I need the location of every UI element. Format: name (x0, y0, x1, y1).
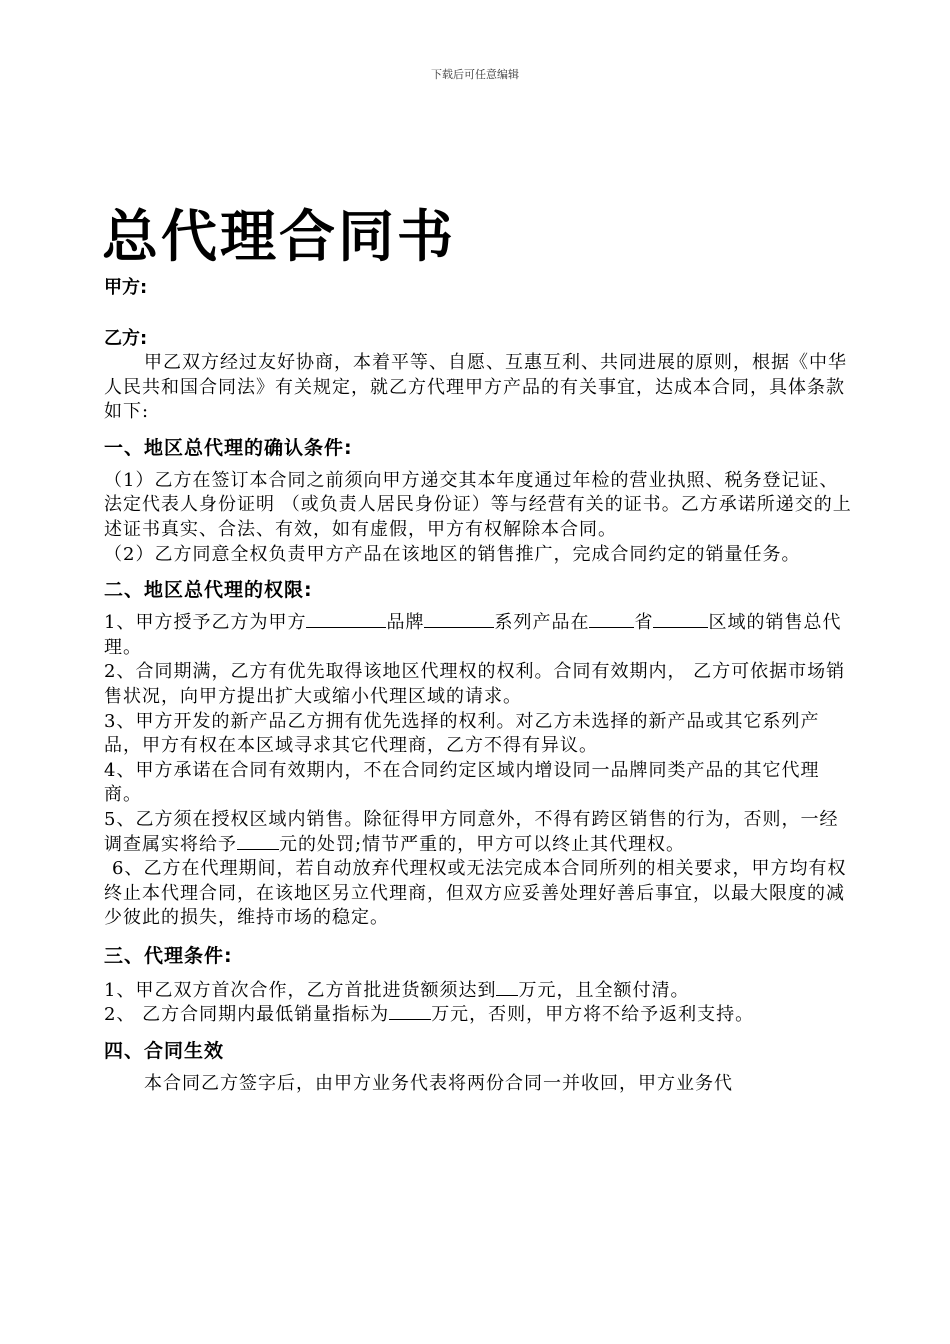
item-1-text-a: 1、甲方授予乙方为甲方 (104, 612, 307, 634)
contract-body (104, 351, 856, 1097)
section-4-heading: 四、合同生效 (104, 1040, 225, 1063)
section-2-item-2: 2、合同期满，乙方有优先取得该地区代理权的权利。合同有效期内， 乙方可依据市场销售状况，向甲方提出扩大或缩小代理区域的请求。 (104, 661, 846, 707)
item-1-text-b: 品牌 (386, 612, 425, 634)
item-1-text-e: 区域的销售总代理。 (104, 612, 842, 658)
s3-item-1-text-b: 万元，且全额付清。 (518, 979, 690, 1001)
item-5-text-b: 元的处罚;情节严重的，甲方可以终止其代理权。 (279, 833, 686, 855)
section-2-item-3: 3、甲方开发的新产品乙方拥有优先选择的权利。对乙方未选择的新产品或其它系列产品，甲方有权在本区域寻求其它代理商，乙方不得有异议。 (104, 710, 820, 757)
penalty-blank (237, 833, 279, 850)
section-3-item-2 (104, 1003, 856, 1028)
first-order-blank (496, 979, 518, 996)
section-4-paragraph: 本合同乙方签字后，由甲方业务代表将两份合同一并收回，甲方业务代 (144, 1073, 733, 1095)
s3-item-1-text-a: 1、甲乙双方首次合作，乙方首批进货额须达到 (104, 979, 497, 1001)
section-2-item-4: 4、甲方承诺在合同有效期内，不在合同约定区域内增设同一品牌同类产品的其它代理商。 (104, 759, 820, 806)
section-3-heading: 三、代理条件: (104, 944, 233, 967)
section-2-item-1 (104, 611, 856, 660)
province-blank (589, 611, 634, 628)
section-2-item-6: 6、乙方在代理期间，若自动放弃代理权或无法完成本合同所列的相关要求，甲方均有权终止本代理合同，在该地区另立代理商，但双方应妥善处理好善后事宜，以最大限度的减少彼此的损失，维持市场的稳定。 (104, 858, 847, 929)
section-3-item-1 (104, 979, 856, 1004)
document-title: 总代理合同书 (102, 205, 456, 270)
series-blank (424, 611, 494, 628)
min-sales-blank (389, 1003, 431, 1020)
brand-blank (306, 611, 386, 628)
section-1-heading: 一、地区总代理的确认条件: (104, 436, 353, 459)
intro-paragraph: 甲乙双方经过友好协商，本着平等、自愿、互惠互利、共同进展的原则，根据《中华人民共和国合同法》有关规定，就乙方代理甲方产品的有关事宜，达成本合同，具体条款如下: (104, 352, 847, 423)
header-note: 下载后可任意编辑 (431, 68, 519, 81)
item-1-text-c: 系列产品在 (494, 612, 590, 634)
party-a-label: 甲方: (104, 277, 148, 298)
section-1-clause-1: （1）乙方在签订本合同之前须向甲方递交其本年度通过年检的营业执照、税务登记证、法定代表人身份证明 （或负责人居民身份证）等与经营有关的证书。乙方承诺所递交的上述证书真实、合法、有效，如有虚假，甲方有权解除本合同。 (104, 469, 852, 540)
section-2-heading: 二、地区总代理的权限: (104, 579, 313, 602)
s3-item-2-text-a: 2、 乙方合同期内最低销量指标为 (104, 1004, 390, 1026)
section-2-item-5 (104, 808, 856, 857)
item-5-text-a: 5、乙方须在授权区域内销售。除征得甲方同意外，不得有跨区销售的行为，否则，一经调查属实将给予 (104, 808, 839, 855)
region-blank (653, 611, 708, 628)
item-1-text-d: 省 (634, 612, 654, 634)
party-b-label: 乙方: (104, 328, 148, 349)
s3-item-2-text-b: 万元，否则，甲方将不给予返利支持。 (431, 1004, 755, 1026)
section-1-clause-2: （2）乙方同意全权负责甲方产品在该地区的销售推广，完成合同约定的销量任务。 (104, 543, 801, 565)
